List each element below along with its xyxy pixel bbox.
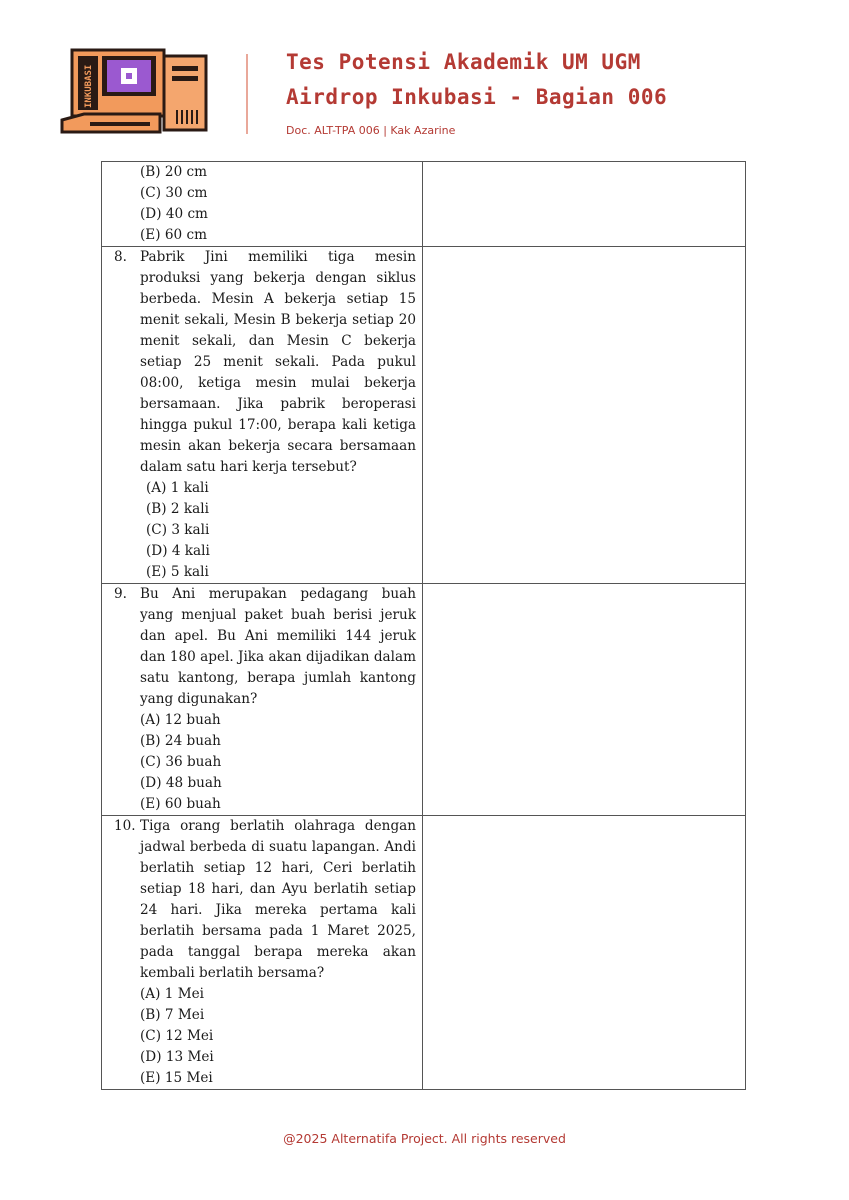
question-number: 9. xyxy=(114,586,127,602)
option: (A) 12 buah xyxy=(140,712,221,728)
page-header xyxy=(0,0,849,150)
option: (A) 1 Mei xyxy=(140,986,205,1002)
table-row xyxy=(102,584,746,816)
option: (E) 15 Mei xyxy=(140,1070,213,1086)
option: (C) 36 buah xyxy=(140,754,222,770)
option: (B) 20 cm xyxy=(140,164,208,180)
option: (B) 2 kali xyxy=(146,501,209,517)
option: (D) 13 Mei xyxy=(140,1049,214,1065)
page-footer: @2025 Alternatifa Project. All rights reserved xyxy=(283,1131,566,1146)
question-number: 8. xyxy=(114,249,127,265)
svg-text:INKUBASI: INKUBASI xyxy=(84,64,94,108)
question-table xyxy=(101,161,746,1090)
question-cell xyxy=(102,816,423,1090)
page-subtitle: Airdrop Inkubasi - Bagian 006 xyxy=(286,85,668,109)
option: (D) 40 cm xyxy=(140,206,208,222)
question-stem: Bu Ani merupakan pedagang buah yang menjual paket buah berisi jeruk dan apel. Bu Ani memiliki 144 jeruk dan 180 apel. Jika akan dijadikan dalam satu kantong, berapa jumlah kantong yang digunakan? xyxy=(140,586,416,707)
table-row xyxy=(102,162,746,247)
answer-cell xyxy=(423,162,746,247)
question-number: 10. xyxy=(114,818,136,834)
question-item xyxy=(102,162,422,246)
option: (C) 3 kali xyxy=(146,522,210,538)
question-stem: Tiga orang berlatih olahraga dengan jadwal berbeda di suatu lapangan. Andi berlatih setiap 12 hari, Ceri berlatih setiap 18 hari, dan Ayu berlatih setiap 24 hari. Jika mereka pertama kali berlatih bersama pada 1 Maret 2025, pada tanggal berapa mereka akan kembali berlatih bersama? xyxy=(140,818,416,981)
question-item xyxy=(102,247,422,583)
document-code: Doc. ALT-TPA 006 | Kak Azarine xyxy=(286,124,456,137)
option: (B) 24 buah xyxy=(140,733,221,749)
question-stem: Pabrik Jini memiliki tiga mesin produksi yang bekerja dengan siklus berbeda. Mesin A bekerja setiap 15 menit sekali, Mesin B bekerja setiap 20 menit sekali, dan Mesin C bekerja setiap 25 menit sekali. Pada pukul 08:00, ketiga mesin mulai bekerja bersamaan. Jika pabrik beroperasi hingga pukul 17:00, berapa kali ketiga mesin akan bekerja secara bersamaan dalam satu hari kerja tersebut? xyxy=(140,249,416,475)
option: (E) 5 kali xyxy=(146,564,209,580)
option: (E) 60 cm xyxy=(140,227,207,243)
question-cell xyxy=(102,162,423,247)
option: (E) 60 buah xyxy=(140,796,221,812)
option: (D) 48 buah xyxy=(140,775,222,791)
option: (C) 30 cm xyxy=(140,185,208,201)
question-item xyxy=(102,816,422,1089)
question-cell xyxy=(102,584,423,816)
table-row xyxy=(102,816,746,1090)
question-cell xyxy=(102,247,423,584)
option: (B) 7 Mei xyxy=(140,1007,205,1023)
option: (C) 12 Mei xyxy=(140,1028,214,1044)
answer-cell xyxy=(423,816,746,1090)
answer-cell xyxy=(423,247,746,584)
option: (A) 1 kali xyxy=(146,480,209,496)
question-item xyxy=(102,584,422,815)
answer-cell xyxy=(423,584,746,816)
header-divider xyxy=(246,54,248,134)
table-row xyxy=(102,247,746,584)
retro-computer-logo-icon xyxy=(60,48,210,136)
option: (D) 4 kali xyxy=(146,543,210,559)
page-title: Tes Potensi Akademik UM UGM xyxy=(286,50,641,74)
